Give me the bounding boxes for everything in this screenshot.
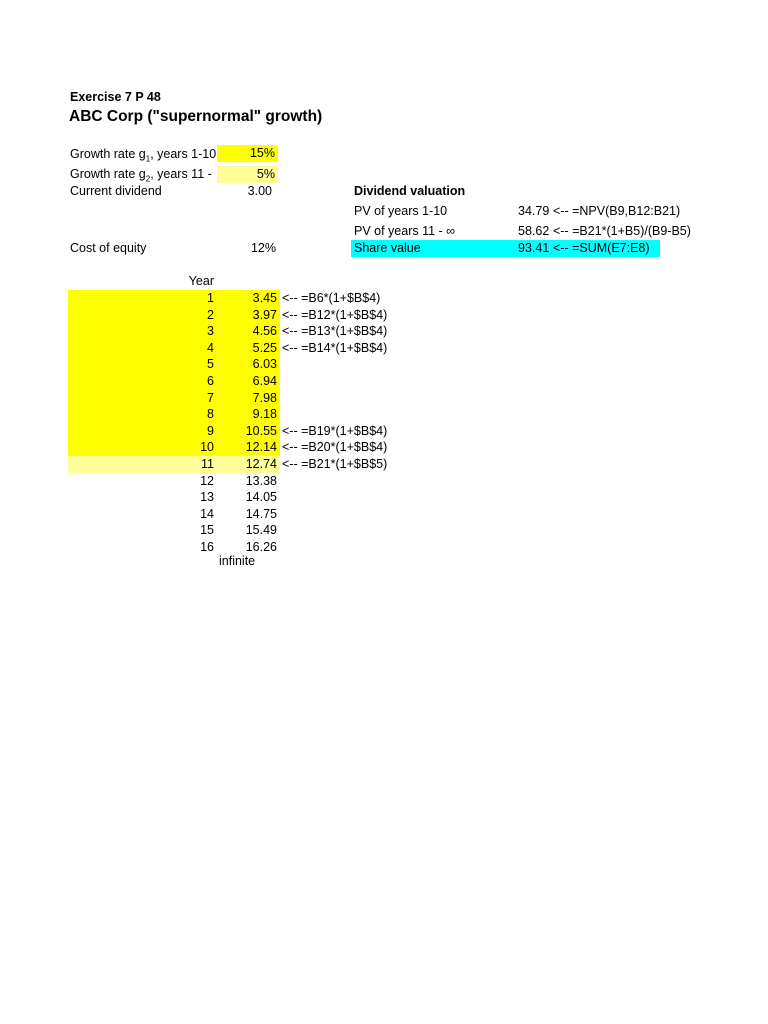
g2-value-cell[interactable]: 5% — [217, 166, 278, 183]
table-row-dividend[interactable]: 9.18 — [252, 407, 277, 421]
table-row-dividend[interactable]: 12.74 — [245, 457, 277, 471]
table-row-year[interactable]: 1 — [207, 291, 214, 305]
table-row-year[interactable]: 3 — [207, 324, 214, 338]
table-row-formula: <-- =B19*(1+$B$4) — [282, 424, 388, 438]
table-row-year[interactable]: 12 — [200, 474, 214, 488]
table-row-year[interactable]: 4 — [207, 341, 214, 355]
table-row-formula: <-- =B6*(1+$B$4) — [282, 291, 381, 305]
table-row-dividend[interactable]: 10.55 — [245, 424, 277, 438]
table-row-dividend[interactable]: 6.03 — [252, 357, 277, 371]
table-row-dividend[interactable]: 7.98 — [252, 391, 277, 405]
table-row-year[interactable]: 13 — [200, 490, 214, 504]
current-dividend-value[interactable]: 3.00 — [247, 184, 272, 198]
table-row-dividend[interactable]: 3.97 — [252, 308, 277, 322]
table-row-dividend[interactable]: 12.14 — [245, 440, 277, 454]
g1-label-prefix: Growth rate g — [70, 147, 146, 161]
table-row-formula: <-- =B12*(1+$B$4) — [282, 308, 388, 322]
g1-label-suffix: , years 1-10 — [150, 147, 217, 161]
pv2-label: PV of years 11 - ∞ — [354, 224, 456, 238]
pv2-formula: <-- =B21*(1+B5)/(B9-B5) — [553, 224, 691, 238]
table-row-year[interactable]: 9 — [207, 424, 214, 438]
year-header: Year — [188, 274, 214, 288]
g2-subscript: 2 — [145, 174, 151, 184]
table-row-formula: <-- =B20*(1+$B$4) — [282, 440, 388, 454]
g2-label-prefix: Growth rate g — [70, 167, 146, 181]
cost-of-equity-label: Cost of equity — [70, 241, 147, 255]
table-row-dividend[interactable]: 14.75 — [245, 507, 277, 521]
table-row-dividend[interactable]: 3.45 — [252, 291, 277, 305]
infinite-label: infinite — [219, 554, 256, 568]
g1-subscript: 1 — [145, 154, 151, 164]
table-row-dividend[interactable]: 5.25 — [252, 341, 277, 355]
pv2-value[interactable]: 58.62 — [518, 224, 550, 238]
g1-label — [70, 147, 216, 164]
table-row-dividend[interactable]: 15.49 — [245, 523, 277, 537]
table-row-dividend[interactable]: 14.05 — [245, 490, 277, 504]
table-row-year[interactable]: 6 — [207, 374, 214, 388]
table-row-dividend[interactable]: 13.38 — [245, 474, 277, 488]
share-value-label: Share value — [354, 241, 421, 255]
table-row-year[interactable]: 7 — [207, 391, 214, 405]
table-row-formula: <-- =B14*(1+$B$4) — [282, 341, 388, 355]
exercise-label: Exercise 7 P 48 — [70, 90, 161, 104]
table-row-year[interactable]: 11 — [201, 457, 214, 471]
table-row-year[interactable]: 2 — [207, 308, 214, 322]
current-dividend-label: Current dividend — [70, 184, 162, 198]
table-row-dividend[interactable]: 16.26 — [245, 540, 277, 554]
table-row-year[interactable]: 14 — [200, 507, 214, 521]
table-row-year[interactable]: 8 — [207, 407, 214, 421]
table-row-formula: <-- =B21*(1+$B$5) — [282, 457, 388, 471]
sheet-title: ABC Corp ("supernormal" growth) — [69, 108, 323, 125]
cost-of-equity-value[interactable]: 12% — [250, 241, 276, 255]
table-row-dividend[interactable]: 4.56 — [252, 324, 277, 338]
g2-label — [70, 167, 212, 184]
table-row-dividend[interactable]: 6.94 — [252, 374, 277, 388]
share-value-formula: <-- =SUM(E7:E8) — [553, 241, 650, 255]
table-row-year[interactable]: 15 — [200, 523, 214, 537]
table-row-year[interactable]: 16 — [200, 540, 214, 554]
pv1-value[interactable]: 34.79 — [518, 204, 550, 218]
table-row-year[interactable]: 5 — [207, 357, 214, 371]
pv1-formula: <-- =NPV(B9,B12:B21) — [553, 204, 681, 218]
table-row-year[interactable]: 10 — [200, 440, 214, 454]
share-value[interactable]: 93.41 — [518, 241, 550, 255]
g1-value-cell[interactable]: 15% — [217, 145, 278, 162]
valuation-heading: Dividend valuation — [354, 184, 466, 198]
g2-label-suffix: , years 11 - — [150, 167, 212, 181]
table-row-formula: <-- =B13*(1+$B$4) — [282, 324, 388, 338]
pv1-label: PV of years 1-10 — [354, 204, 448, 218]
